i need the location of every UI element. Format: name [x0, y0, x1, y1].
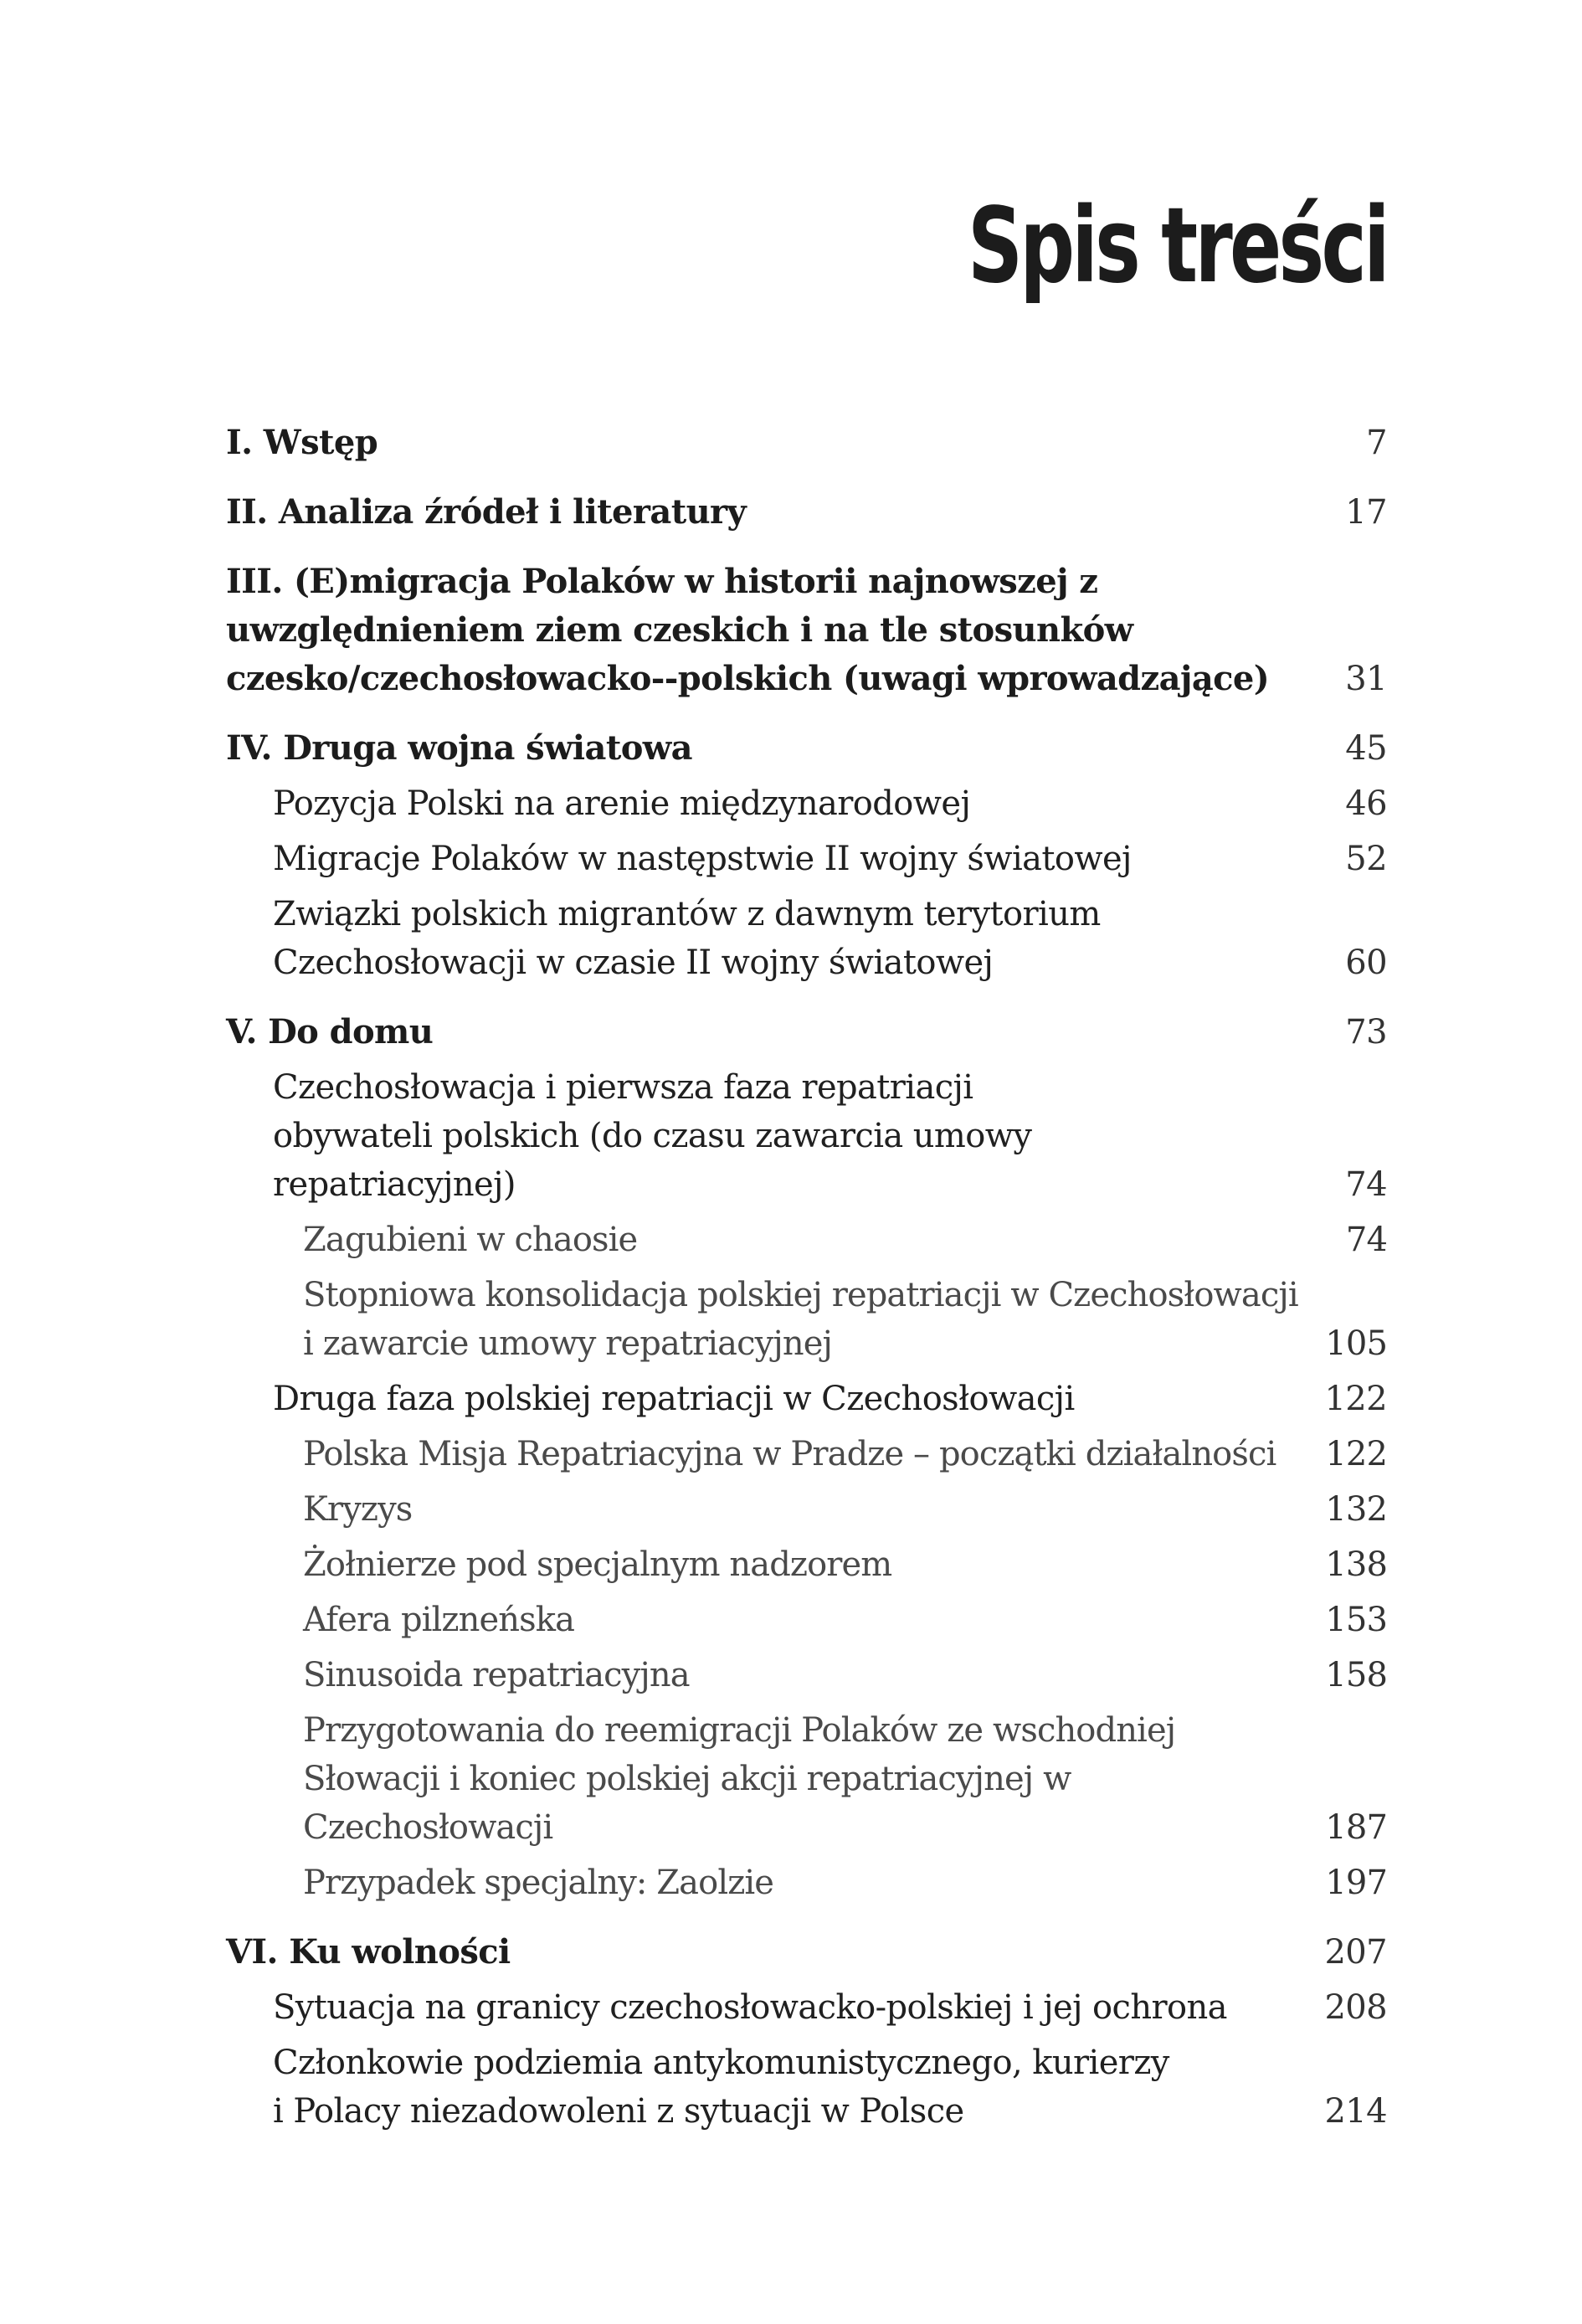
toc-entry-title: I. Wstęp	[226, 423, 378, 462]
toc-entry-section[interactable]	[226, 890, 1387, 987]
toc-entry-title: Sytuacja na granicy czechosłowacko-polskiej i jej ochrona	[273, 1988, 1227, 2027]
toc-entry-page: 122	[1325, 1435, 1387, 1473]
toc-entry-title: Sinusoida repatriacyjna	[303, 1656, 690, 1694]
toc-entry-page: 207	[1324, 1933, 1387, 1972]
toc-entry-page: 7	[1366, 424, 1387, 462]
toc-entry-section[interactable]	[226, 835, 1387, 883]
toc-entry-page: 153	[1325, 1601, 1387, 1639]
toc-entry-title: Żołnierze pod specjalnym nadzorem	[303, 1545, 892, 1584]
toc-entry-title: V. Do domu	[226, 1012, 434, 1051]
table-of-contents	[226, 419, 1387, 2136]
toc-entry-title: Afera pilzneńska	[303, 1601, 575, 1639]
toc-entry-subsection[interactable]	[226, 1271, 1387, 1368]
toc-entry-page: 208	[1324, 1988, 1387, 2027]
toc-entry-title: Przypadek specjalny: Zaolzie	[303, 1864, 774, 1902]
toc-entry-chapter[interactable]	[226, 488, 1387, 537]
toc-entry-title: Polska Misja Repatriacyjna w Pradze – początki działalności	[303, 1435, 1276, 1473]
toc-entry-subsection[interactable]	[226, 1859, 1387, 1907]
toc-entry-subsection[interactable]	[226, 1596, 1387, 1644]
toc-entry-page: 31	[1345, 660, 1387, 698]
toc-entry-section[interactable]	[226, 1063, 1387, 1209]
toc-entry-title: III. (E)migracja Polaków w historii najnowszej z uwzględnieniem ziem czeskich i na tle stosunków czesko/czechosłowacko--polskich (uwagi wprowadzające)	[226, 562, 1270, 698]
toc-entry-chapter[interactable]	[226, 724, 1387, 773]
toc-entry-subsection[interactable]	[226, 1216, 1387, 1264]
toc-entry-title: Stopniowa konsolidacja polskiej repatriacji w Czechosłowacji i zawarcie umowy repatriacyjnej	[303, 1276, 1298, 1363]
toc-entry-chapter[interactable]	[226, 419, 1387, 467]
toc-entry-page: 158	[1325, 1656, 1387, 1694]
toc-entry-page: 74	[1345, 1221, 1387, 1259]
toc-entry-subsection[interactable]	[226, 1430, 1387, 1478]
toc-entry-subsection[interactable]	[226, 1485, 1387, 1534]
toc-entry-chapter[interactable]	[226, 558, 1387, 703]
toc-entry-title: Przygotowania do reemigracji Polaków ze wschodniej Słowacji i koniec polskiej akcji repatriacyjnej w Czechosłowacji	[303, 1711, 1176, 1847]
toc-entry-chapter[interactable]	[226, 1928, 1387, 1977]
toc-entry-page: 138	[1325, 1545, 1387, 1584]
toc-entry-title: VI. Ku wolności	[226, 1932, 511, 1972]
toc-entry-subsection[interactable]	[226, 1540, 1387, 1589]
toc-entry-title: Zagubieni w chaosie	[303, 1221, 638, 1259]
toc-entry-page: 122	[1324, 1380, 1387, 1418]
toc-entry-section[interactable]	[226, 779, 1387, 828]
toc-entry-page: 17	[1345, 493, 1387, 532]
toc-entry-title: II. Analiza źródeł i literatury	[226, 492, 747, 532]
toc-entry-page: 105	[1325, 1324, 1387, 1363]
page-title: Spis treści	[968, 186, 1387, 306]
toc-entry-page: 45	[1345, 729, 1387, 768]
toc-entry-page: 214	[1324, 2092, 1387, 2131]
toc-entry-subsection[interactable]	[226, 1706, 1387, 1852]
toc-entry-subsection[interactable]	[226, 1651, 1387, 1699]
toc-entry-page: 132	[1325, 1490, 1387, 1529]
toc-entry-section[interactable]	[226, 1983, 1387, 2032]
toc-entry-page: 46	[1345, 784, 1387, 823]
toc-entry-page: 60	[1345, 943, 1387, 982]
toc-entry-title: Kryzys	[303, 1490, 413, 1529]
toc-entry-title: IV. Druga wojna światowa	[226, 728, 692, 768]
toc-entry-page: 73	[1345, 1013, 1387, 1051]
toc-entry-page: 74	[1345, 1165, 1387, 1204]
toc-entry-title: Związki polskich migrantów z dawnym terytorium Czechosłowacji w czasie II wojny światowej	[273, 895, 1101, 982]
toc-entry-section[interactable]	[226, 1375, 1387, 1423]
toc-entry-title: Migracje Polaków w następstwie II wojny światowej	[273, 840, 1132, 878]
toc-entry-title: Członkowie podziemia antykomunistycznego, kurierzy i Polacy niezadowoleni z sytuacji w Polsce	[273, 2044, 1169, 2131]
toc-entry-section[interactable]	[226, 2039, 1387, 2136]
toc-entry-title: Druga faza polskiej repatriacji w Czechosłowacji	[273, 1380, 1075, 1418]
toc-entry-title: Czechosłowacja i pierwsza faza repatriacji obywateli polskich (do czasu zawarcia umowy repatriacyjnej)	[273, 1068, 1032, 1204]
toc-entry-title: Pozycja Polski na arenie międzynarodowej	[273, 784, 971, 823]
toc-entry-chapter[interactable]	[226, 1008, 1387, 1057]
toc-entry-page: 52	[1345, 840, 1387, 878]
toc-entry-page: 197	[1325, 1864, 1387, 1902]
toc-entry-page: 187	[1325, 1808, 1387, 1847]
